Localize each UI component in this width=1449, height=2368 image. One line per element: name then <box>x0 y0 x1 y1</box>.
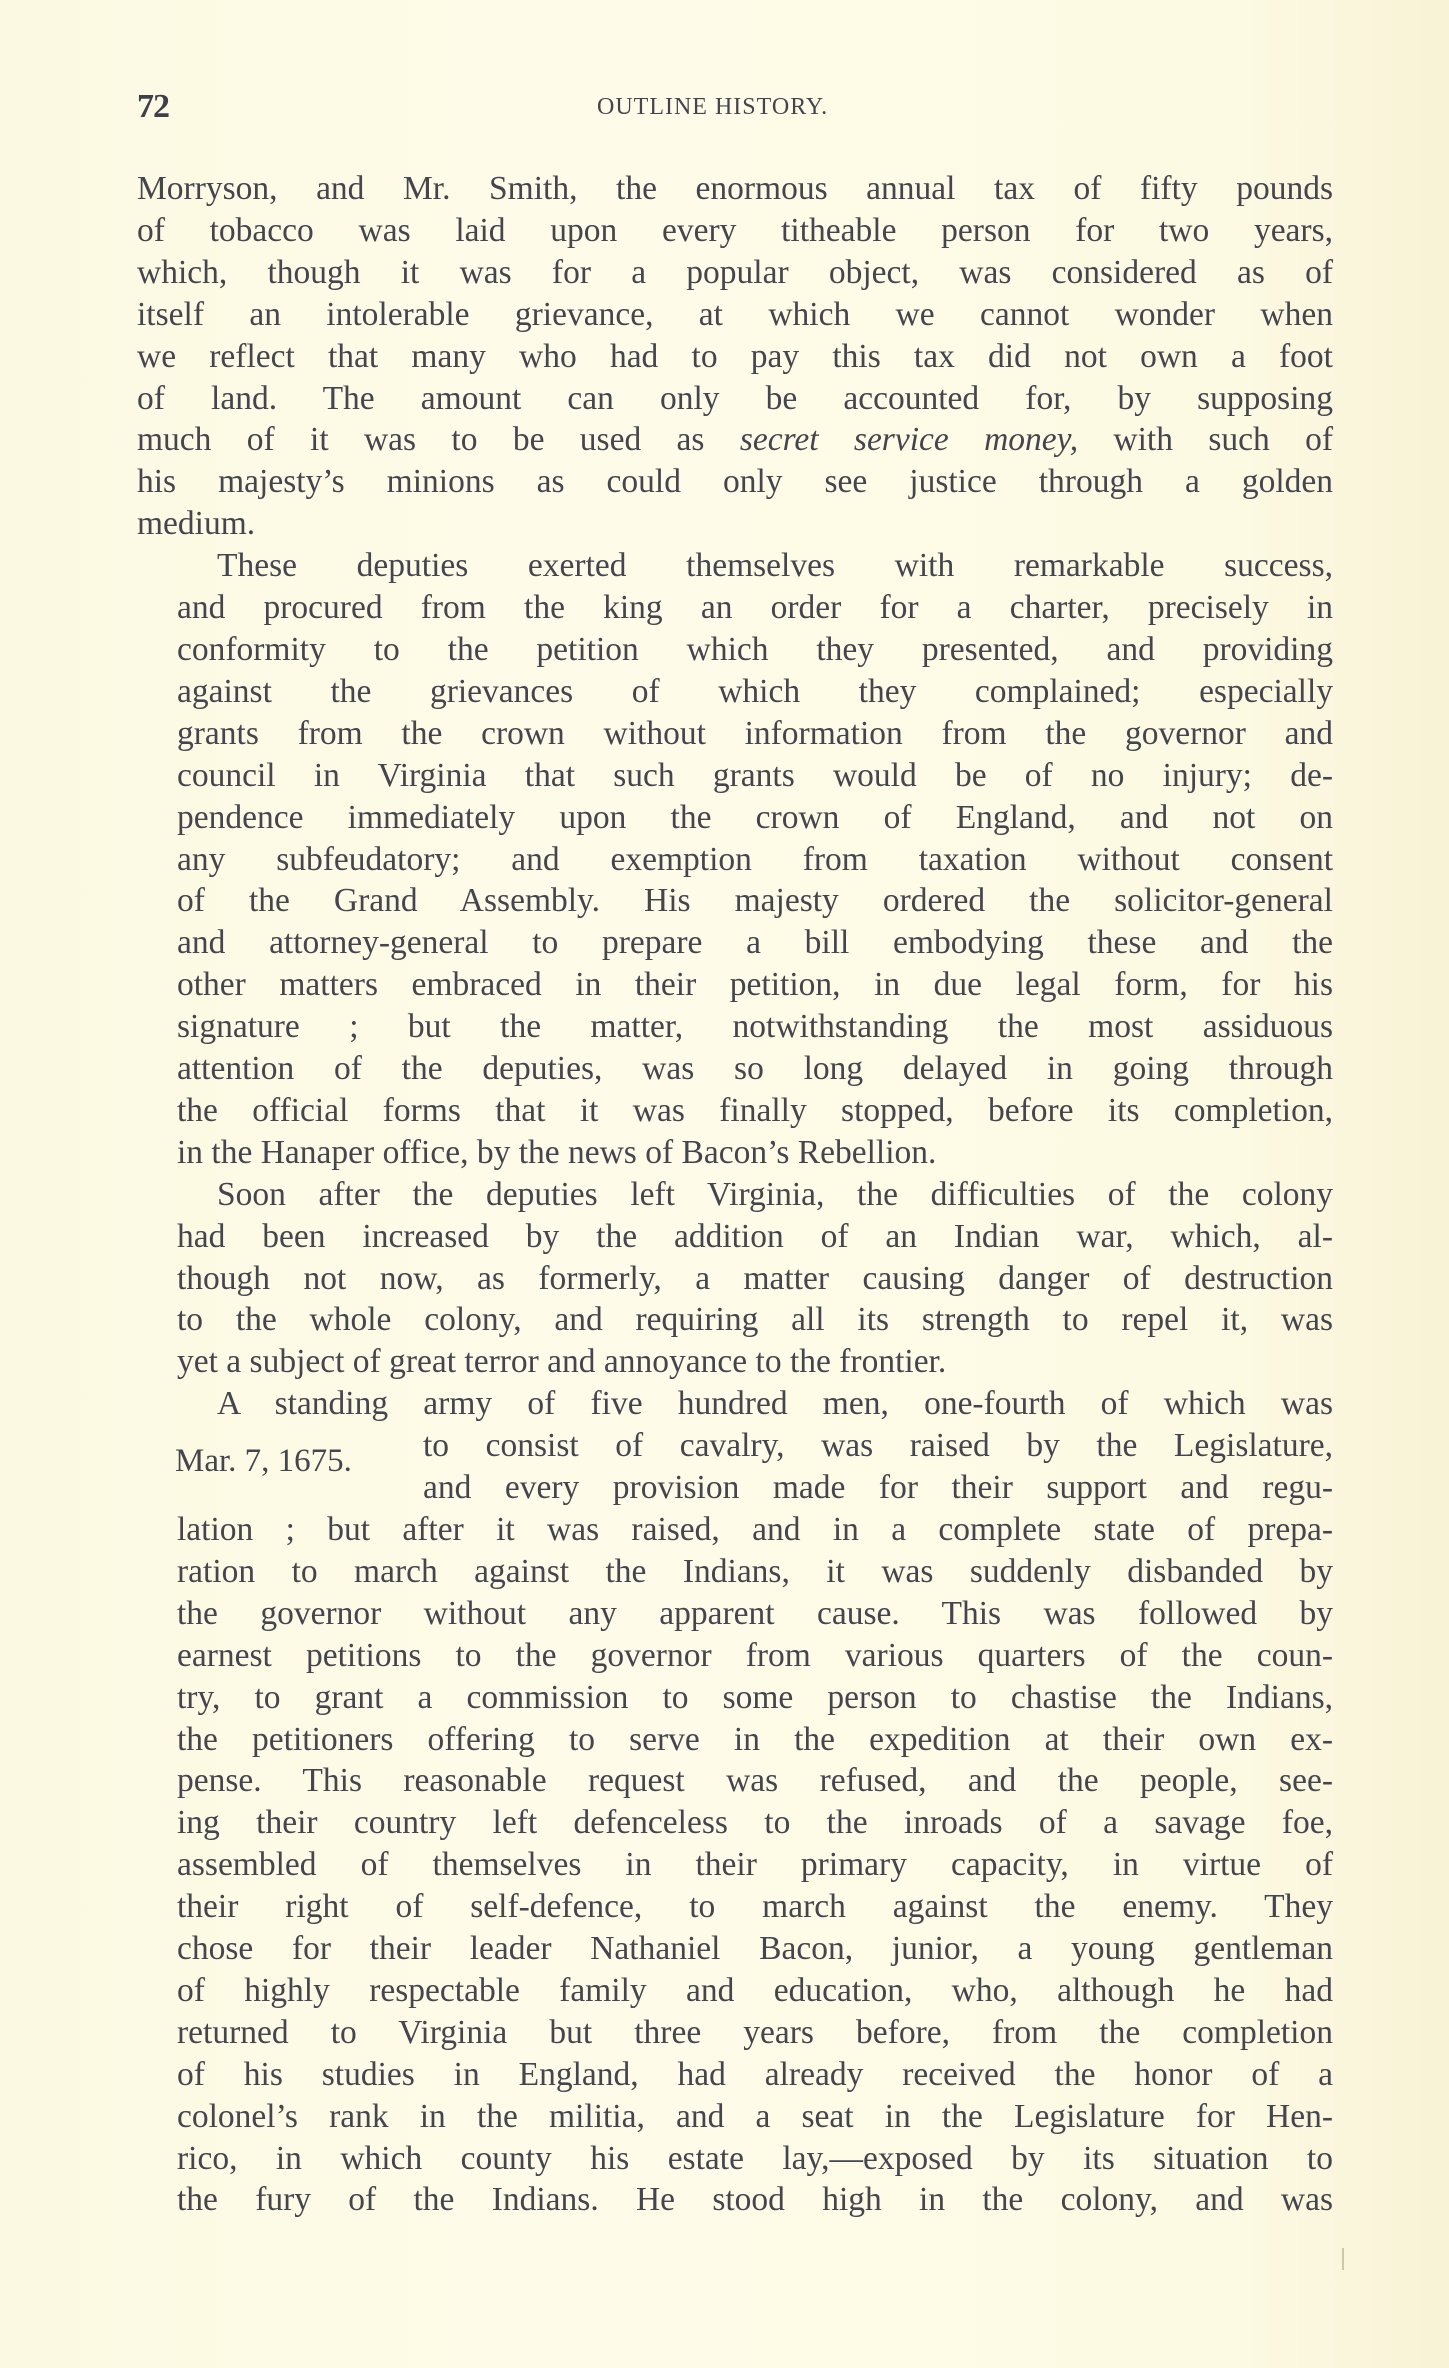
text-line: which, though it was for a popular object, was considered as of <box>137 253 1333 291</box>
text-line: and procured from the king an order for a charter, precisely in <box>177 589 1333 627</box>
text-line: had been increased by the addition of an Indian war, which, al- <box>177 1217 1333 1255</box>
text-line: Soon after the deputies left Virginia, the difficulties of the colony <box>217 1175 1333 1213</box>
margin-note-date: Mar. 7, 1675. <box>175 1443 352 1480</box>
text-line: ration to march against the Indians, it was suddenly disbanded by <box>177 1552 1333 1590</box>
text-line: of highly respectable family and education, who, although he had <box>177 1971 1333 2009</box>
text-line: try, to grant a commission to some person to chastise the Indians, <box>177 1678 1333 1716</box>
text-line: attention of the deputies, was so long delayed in going through <box>177 1050 1333 1088</box>
text-line: colonel’s rank in the militia, and a seat in the Legislature for Hen- <box>177 2097 1333 2135</box>
text-line: other matters embraced in their petition, in due legal form, for his <box>177 966 1333 1004</box>
text-line: signature ; but the matter, notwithstanding the most assiduous <box>177 1008 1333 1046</box>
text-line: his majesty’s minions as could only see justice through a golden <box>137 463 1333 501</box>
running-title: OUTLINE HISTORY. <box>597 94 829 120</box>
text-line: we reflect that many who had to pay this tax did not own a foot <box>137 337 1333 375</box>
text-line: earnest petitions to the governor from various quarters of the coun- <box>177 1636 1333 1674</box>
margin-adjacent-lines <box>383 1425 1333 1509</box>
text-line: pense. This reasonable request was refused, and the people, see- <box>177 1762 1333 1800</box>
text-line: of land. The amount can only be accounted for, by supposing <box>137 379 1333 417</box>
text-line: the petitioners offering to serve in the expedition at their own ex- <box>177 1720 1333 1758</box>
text-line: assembled of themselves in their primary capacity, in virtue of <box>177 1846 1333 1884</box>
text-line: yet a subject of great terror and annoyance to the frontier. <box>177 1343 947 1381</box>
paragraph-1 <box>137 168 1333 545</box>
text-line: council in Virginia that such grants would be of no injury; de- <box>177 756 1333 794</box>
page-number: 72 <box>137 88 169 125</box>
text-line: their right of self-defence, to march against the enemy. They <box>177 1888 1333 1926</box>
text-line: the governor without any apparent cause. This was followed by <box>177 1594 1333 1632</box>
text-line: grants from the crown without information from the governor and <box>177 714 1333 752</box>
text-line: and every provision made for their support and regu- <box>423 1469 1333 1507</box>
text-line: the official forms that it was finally stopped, before its completion, <box>177 1091 1333 1129</box>
text-line: chose for their leader Nathaniel Bacon, junior, a young gentleman <box>177 1930 1333 1968</box>
paragraph-4 <box>137 1383 1333 2221</box>
text-line: of the Grand Assembly. His majesty ordered the solicitor-general <box>177 882 1333 920</box>
text-run: much of it was to be used as <box>137 421 740 459</box>
text-line: of his studies in England, had already received the honor of a <box>177 2055 1333 2093</box>
text-line: and attorney-general to prepare a bill embodying these and the <box>177 924 1333 962</box>
text-line: rico, in which county his estate lay,—exposed by its situation to <box>177 2139 1333 2177</box>
paper-speck <box>1342 2248 1344 2270</box>
text-line: to consist of cavalry, was raised by the Legislature, <box>423 1427 1333 1465</box>
text-line: itself an intolerable grievance, at which we cannot wonder when <box>137 295 1333 333</box>
text-line: ing their country left defenceless to the inroads of a savage foe, <box>177 1804 1333 1842</box>
text-line: to the whole colony, and requiring all its strength to repel it, was <box>177 1301 1333 1339</box>
text-run: with such of <box>1078 421 1333 459</box>
text-line-with-emphasis <box>137 419 1333 461</box>
text-line: the fury of the Indians. He stood high in the colony, and was <box>177 2181 1333 2219</box>
margin-note-block <box>137 1425 1333 1509</box>
text-line: A standing army of five hundred men, one-fourth of which was <box>217 1385 1333 1423</box>
paragraph-3 <box>137 1174 1333 1384</box>
text-line: Morryson, and Mr. Smith, the enormous annual tax of fifty pounds <box>137 170 1333 207</box>
text-line: of tobacco was laid upon every titheable person for two years, <box>137 211 1333 249</box>
text-line: though not now, as formerly, a matter causing danger of destruction <box>177 1259 1333 1297</box>
text-line: in the Hanaper office, by the news of Bacon’s Rebellion. <box>177 1133 937 1171</box>
running-head <box>137 88 1333 128</box>
body-text <box>137 168 1333 2221</box>
text-line: lation ; but after it was raised, and in a complete state of prepa- <box>177 1510 1333 1548</box>
text-line: against the grievances of which they complained; especially <box>177 672 1333 710</box>
text-line: pendence immediately upon the crown of England, and not on <box>177 798 1333 836</box>
italic-emphasis: secret service money, <box>739 421 1079 459</box>
text-line: conformity to the petition which they presented, and providing <box>177 630 1333 668</box>
text-line: returned to Virginia but three years before, from the completion <box>177 2013 1333 2051</box>
text-line: any subfeudatory; and exemption from taxation without consent <box>177 840 1333 878</box>
text-line: These deputies exerted themselves with remarkable success, <box>217 547 1333 585</box>
paragraph-2 <box>137 545 1333 1174</box>
text-line: medium. <box>137 505 256 543</box>
